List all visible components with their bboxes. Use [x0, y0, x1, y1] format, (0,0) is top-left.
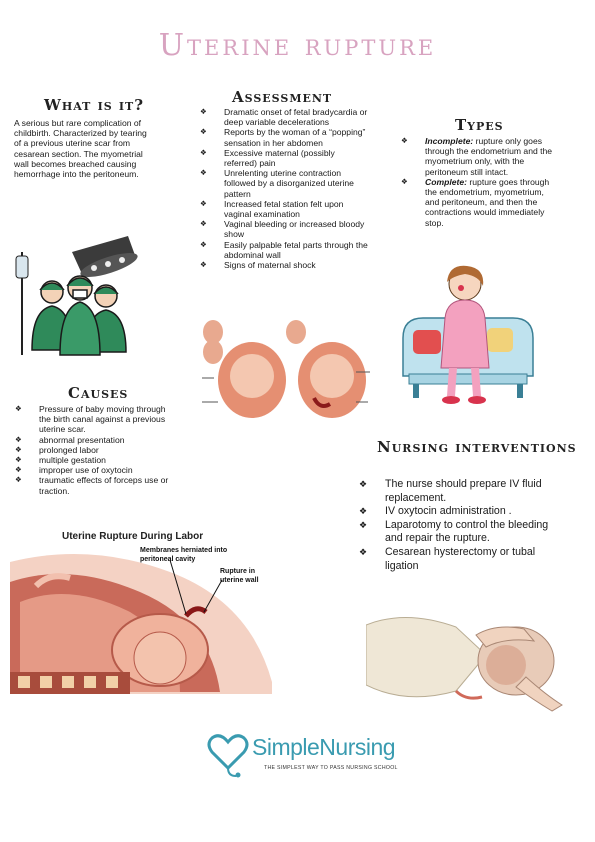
labor-rupture-illustration: [10, 542, 272, 694]
types-heading: Types: [455, 116, 504, 134]
label-rupture: Rupture in uterine wall: [220, 568, 259, 584]
list-item: ❖ Laparotomy to control the bleeding and repair the rupture.: [359, 519, 564, 546]
heart-stethoscope-icon: [206, 728, 250, 778]
list-item: ❖ prolonged labor: [13, 445, 173, 455]
list-item: ❖ improper use of oxytocin: [13, 465, 173, 475]
uterus-rupture-illustration: [196, 318, 372, 428]
type-text: rupture goes through the endometrium, myometrium, and peritoneum, and then the contractions would immediately stop.: [425, 176, 550, 228]
list-item: ❖ Excessive maternal (possibly referred) pain: [198, 148, 370, 168]
list-item: ❖ Dramatic onset of fetal bradycardia or deep variable decelerations: [198, 107, 370, 127]
what-heading: What is it?: [44, 96, 145, 114]
list-item: ❖ The nurse should prepare IV fluid replacement.: [359, 478, 564, 505]
labor-figure-title: Uterine Rupture During Labor: [62, 531, 204, 542]
list-item: ❖ Easily palpable fetal parts through the abdominal wall: [198, 240, 370, 260]
list-item: ❖ Reports by the woman of a “popping” sensation in her abdomen: [198, 127, 370, 147]
assessment-list: [198, 107, 370, 270]
type-term: Incomplete:: [425, 136, 474, 146]
assessment-heading: Assessment: [232, 88, 333, 106]
list-item: ❖ Pressure of baby moving through the birth canal against a previous uterine scar.: [13, 404, 173, 435]
woman-pain-illustration: [395, 258, 540, 408]
surgeons-illustration: [10, 230, 150, 360]
label-membranes: Membranes herniated into peritoneal cavity: [140, 547, 228, 563]
causes-list: [13, 404, 173, 496]
list-item: ❖ abnormal presentation: [13, 435, 173, 445]
logo-wordmark: SimpleNursing: [252, 734, 396, 760]
logo-tagline: THE SIMPLEST WAY TO PASS NURSING SCHOOL: [264, 765, 398, 771]
list-item: [399, 177, 557, 228]
list-item: ❖ multiple gestation: [13, 455, 173, 465]
delivery-hands-illustration: [366, 605, 574, 715]
nursing-list: [359, 478, 564, 573]
list-item: [399, 136, 557, 177]
list-item: ❖ Vaginal bleeding or increased bloody show: [198, 219, 370, 239]
list-item: ❖ Cesarean hysterectomy or tubal ligation: [359, 546, 564, 573]
list-item: ❖ Signs of maternal shock: [198, 260, 370, 270]
list-item: ❖ Increased fetal station felt upon vaginal examination: [198, 199, 370, 219]
list-item: ❖ IV oxytocin administration .: [359, 505, 564, 519]
list-item: ❖ Unrelenting uterine contraction followed by a disorganized uterine pattern: [198, 168, 370, 199]
types-list: [399, 136, 557, 228]
list-item: ❖ traumatic effects of forceps use or traction.: [13, 475, 173, 495]
type-term: Complete:: [425, 176, 468, 187]
type-text: rupture only goes through the endometrium and the myometrium only, with the peritoneum still intact.: [425, 136, 553, 177]
what-text: A serious but rare complication of childbirth. Characterized by tearing of a previous uterine scar from cesarean section. The myometrial wall becomes breached causing hemorrhage into the peritoneum.: [14, 118, 147, 180]
page-title: Uterine rupture: [158, 28, 437, 63]
causes-heading: Causes: [68, 384, 129, 402]
nursing-heading: Nursing interventions: [377, 438, 577, 456]
